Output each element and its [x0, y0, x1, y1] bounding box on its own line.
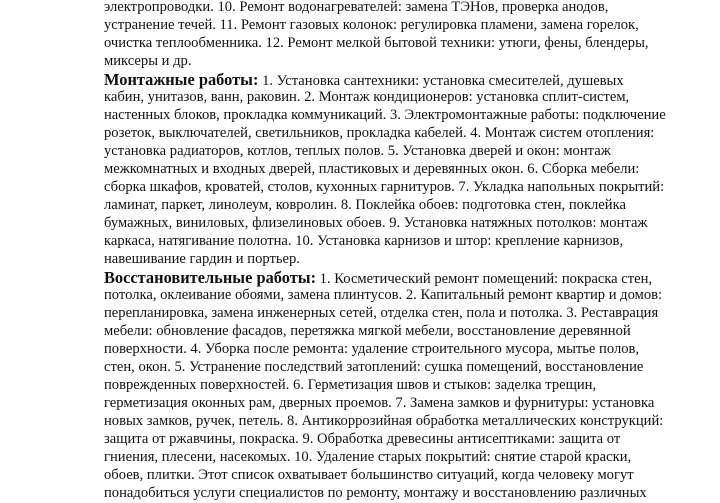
- section-line: навешивание гардин и портьер.: [104, 251, 300, 267]
- section-line: поврежденных поверхностей. 6. Герметизация швов и стыков: заделка трещин,: [104, 377, 597, 393]
- section-vosstanov-first-line: [104, 269, 652, 289]
- section-line: каркаса, натягивание полотна. 10. Установка карнизов и штор: крепление карнизов,: [104, 233, 624, 249]
- section-line: ламинат, паркет, линолеум, ковролин. 8. Поклейка обоев: подготовка стен, поклейка: [104, 197, 626, 213]
- section-line: обоев, плитки. Этот список охватывает большинство ситуаций, когда человеку могут: [104, 467, 634, 483]
- section-text: 1. Косметический ремонт помещений: покраска стен,: [316, 271, 653, 287]
- intro-line: миксеры и др.: [104, 53, 192, 69]
- section-line: потолка, оклеивание обоями, замена плинтусов. 2. Капитальный ремонт квартир и домов:: [104, 287, 663, 303]
- section-line: защита от ржавчины, покраска. 9. Обработка древесины антисептиками: защита от: [104, 431, 621, 447]
- section-line: гниения, плесени, насекомых. 10. Удаление старых покрытий: снятие старой краски,: [104, 449, 632, 465]
- section-line: стен, окон. 5. Устранение последствий затоплений: сушка помещений, восстановление: [104, 359, 644, 375]
- section-line: герметизация оконных рам, дверных проемов. 7. Замена замков и фурнитуры: установка: [104, 395, 655, 411]
- section-heading-vosstanov: Восстановительные работы:: [104, 268, 317, 287]
- section-line: сборка шкафов, кроватей, столов, кухонных гарнитуров. 7. Укладка напольных покрытий:: [104, 179, 665, 195]
- section-text: 1. Установка сантехники: установка смесителей, душевых: [258, 73, 624, 89]
- intro-line: очистка теплообменника. 12. Ремонт мелкой бытовой техники: утюги, фены, блендеры,: [104, 35, 649, 51]
- intro-line: устранение течей. 11. Ремонт газовых колонок: регулировка пламени, замена горелок,: [104, 17, 639, 33]
- section-line: понадобиться услуги специалистов по ремонту, монтажу и восстановлению различных: [104, 485, 647, 501]
- section-line: розеток, выключателей, светильников, прокладка кабелей. 4. Монтаж систем отопления:: [104, 125, 655, 141]
- section-line: межкомнатных и входных дверей, пластиковых и деревянных окон. 6. Сборка мебели:: [104, 161, 640, 177]
- section-montazh-first-line: [104, 71, 624, 91]
- section-line: настенных блоков, прокладка коммуникаций. 3. Электромонтажные работы: подключение: [104, 107, 666, 123]
- section-line: кабин, унитазов, ванн, раковин. 2. Монтаж кондиционеров: установка сплит-систем,: [104, 89, 630, 105]
- section-heading-montazh: Монтажные работы:: [104, 70, 259, 89]
- section-line: установка радиаторов, котлов, теплых полов. 5. Установка дверей и окон: монтаж: [104, 143, 611, 159]
- section-line: мебели: обновление фасадов, перетяжка мягкой мебели, восстановление деревянной: [104, 323, 631, 339]
- section-line: поверхности. 4. Уборка после ремонта: удаление строительного мусора, мытье полов,: [104, 341, 640, 357]
- intro-line: электропроводки. 10. Ремонт водонагревателей: замена ТЭНов, проверка анодов,: [104, 0, 609, 15]
- section-line: новых замков, ручек, петель. 8. Антикоррозийная обработка металлических конструкций:: [104, 413, 664, 429]
- section-line: бумажных, виниловых, флизелиновых обоев. 9. Установка натяжных потолков: монтаж: [104, 215, 648, 231]
- section-line: перепланировка, замена инженерных сетей, отделка стен, пола и потолка. 3. Реставрация: [104, 305, 659, 321]
